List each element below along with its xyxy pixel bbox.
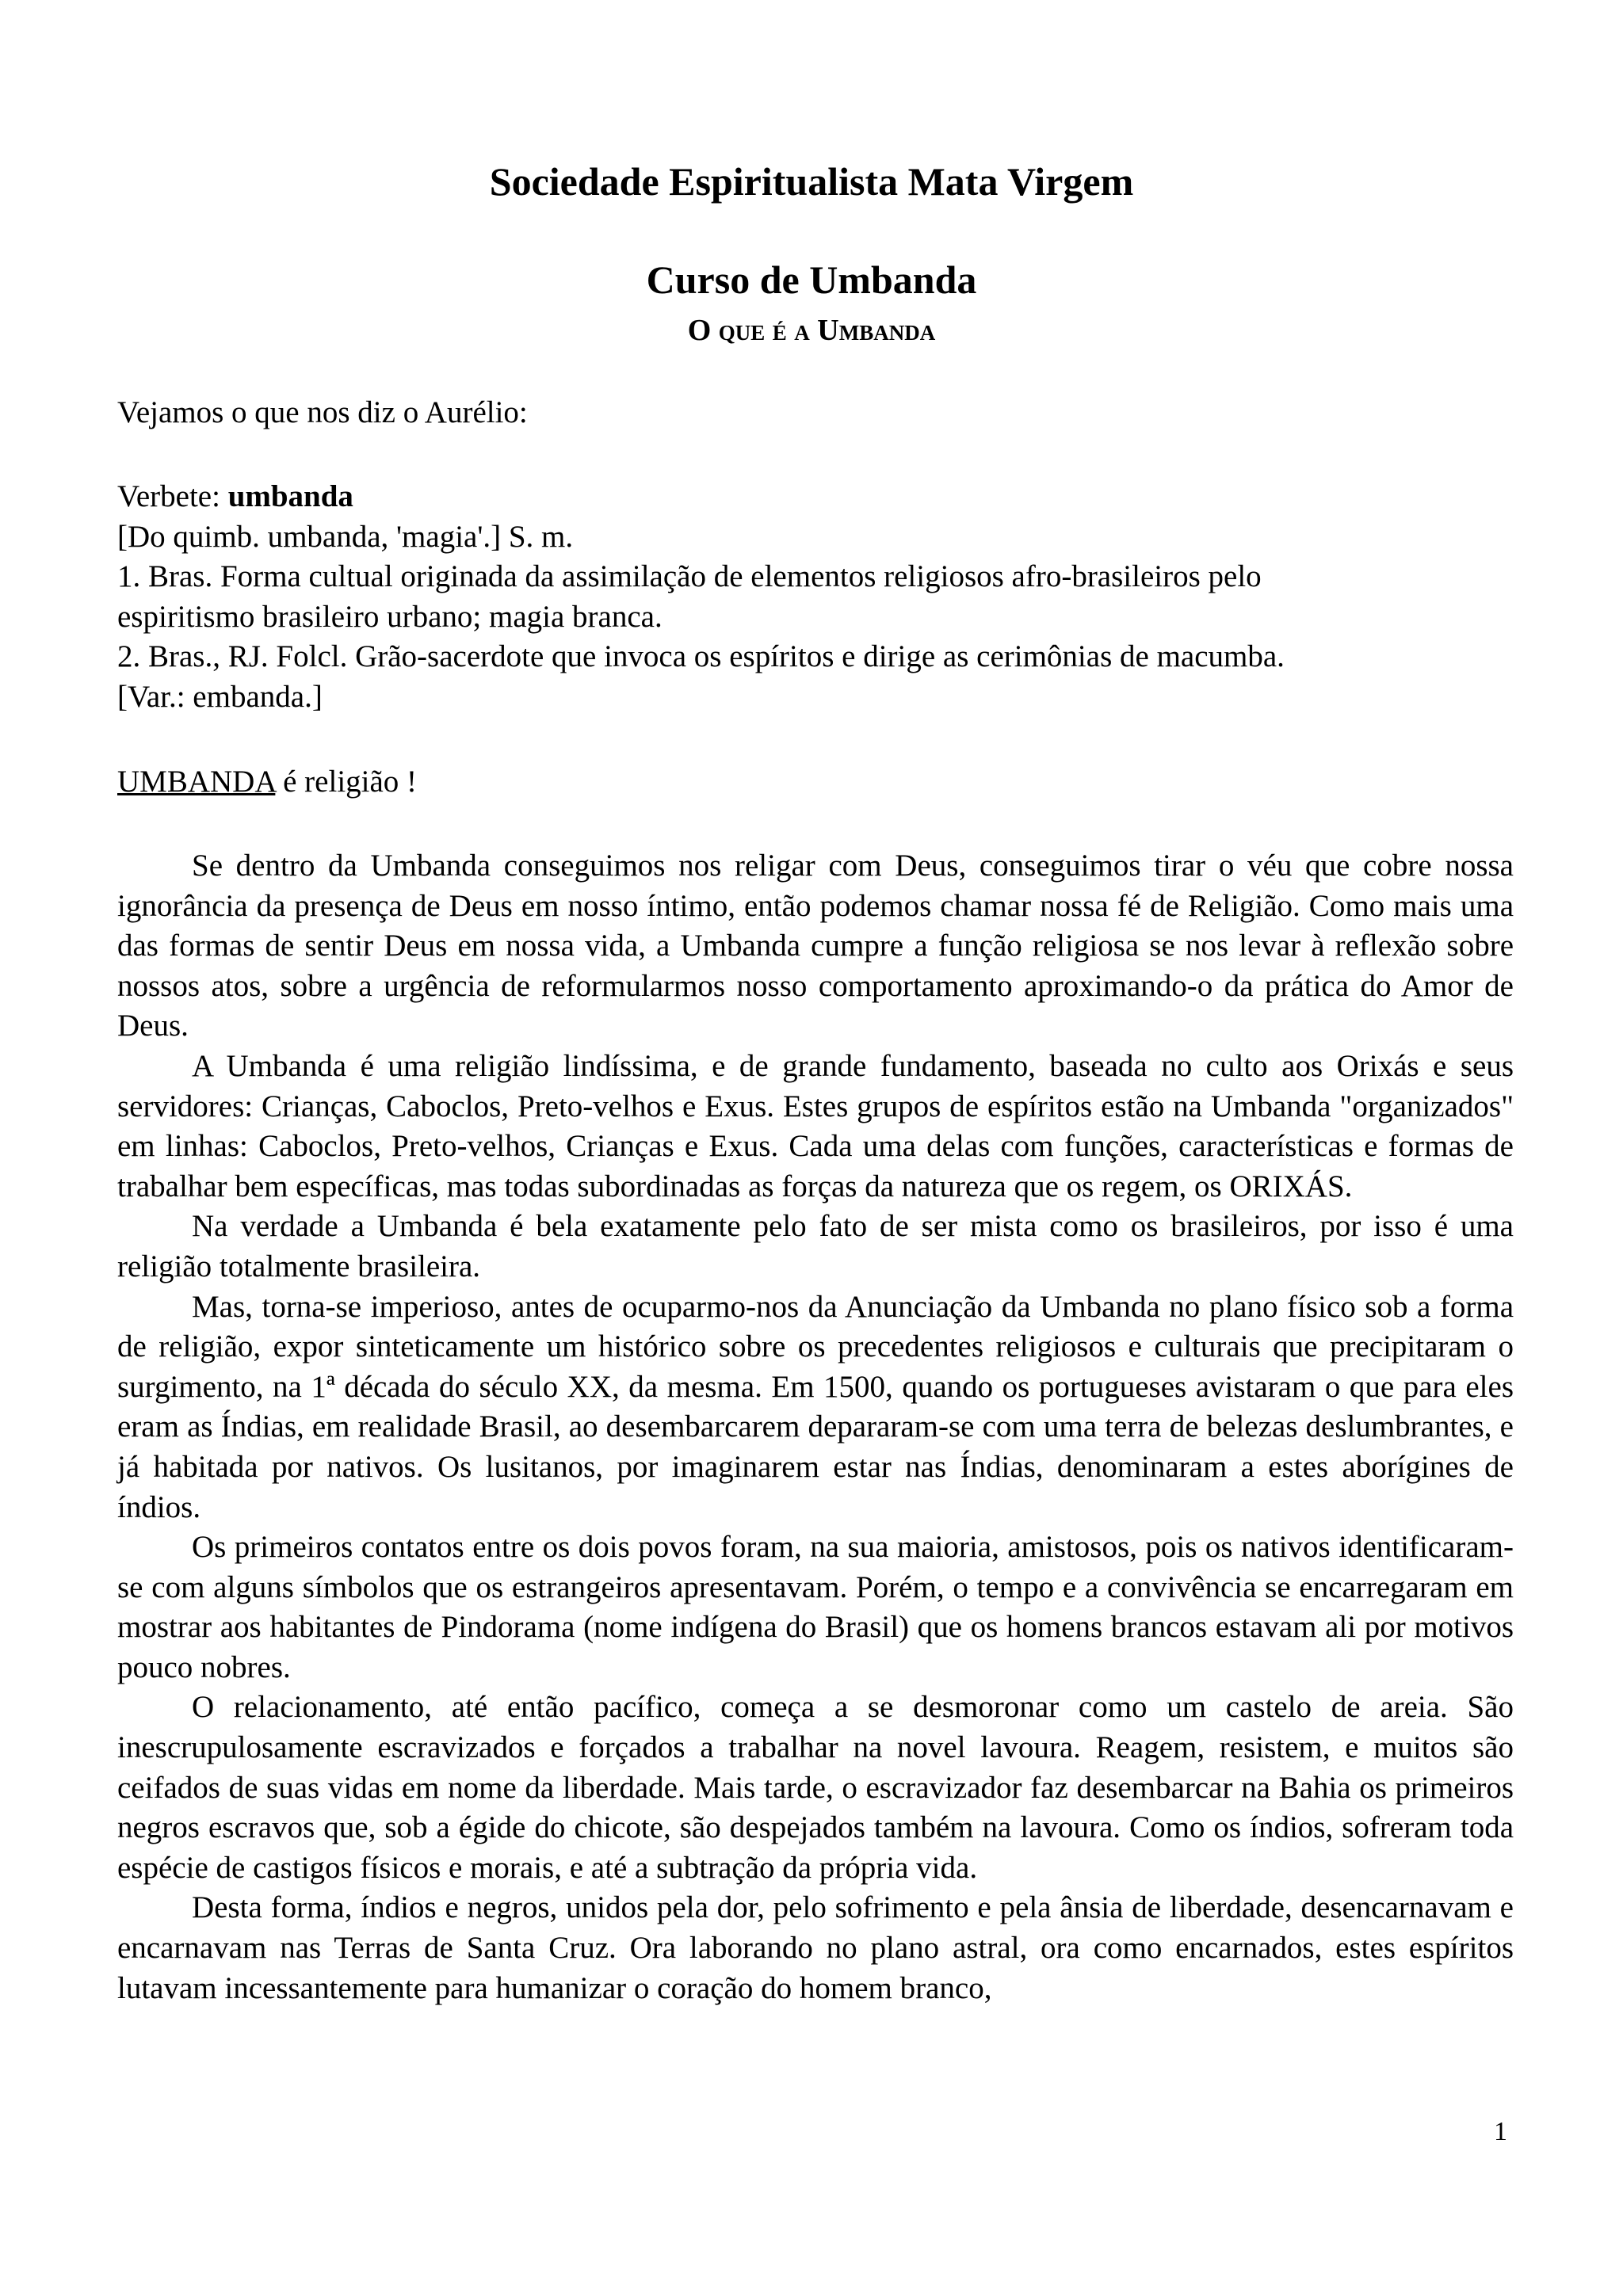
organization-title: Sociedade Espiritualista Mata Virgem (489, 159, 1134, 204)
paragraph: Mas, torna-se imperioso, antes de ocuparmo-nos da Anunciação da Umbanda no plano físico sob a forma de religião, expor sinteticamente um histórico sobre os precedentes religiosos e culturais que precipitaram o surgimento, na 1ª década do século XX, da mesma. Em 1500, quando os portugueses avistaram o que para eles eram as Índias, em realidade Brasil, ao desembarcarem depararam-se com uma terra de belezas deslumbrantes, e já habitada por nativos. Os lusitanos, por imaginarem estar nas Índias, denominaram a estes aborígines de índios. (117, 1289, 1514, 1524)
paragraph: Na verdade a Umbanda é bela exatamente pelo fato de ser mista como os brasileiros, por isso é uma religião totalmente brasileira. (117, 1209, 1514, 1283)
page-number: 1 (1494, 2117, 1507, 2146)
body-paragraphs (117, 846, 1514, 2008)
entry-term: umbanda (227, 479, 353, 513)
statement-line (117, 762, 1514, 803)
intro-line: Vejamos o que nos diz o Aurélio: (117, 395, 528, 429)
paragraph: Os primeiros contatos entre os dois povos foram, na sua maioria, amistosos, pois os nativos identificaram-se com alguns símbolos que os estrangeiros apresentavam. Porém, o tempo e a convivência se encarregaram em mostrar aos habitantes de Pindorama (nome indígena do Brasil) que os homens brancos estavam ali por motivos pouco nobres. (117, 1530, 1514, 1684)
dictionary-entry (117, 477, 1514, 718)
section-title: O que é a Umbanda (687, 314, 936, 347)
course-title: Curso de Umbanda (646, 257, 977, 302)
entry-etymology: [Do quimb. umbanda, 'magia'.] S. m. (117, 519, 574, 554)
entry-heading (117, 477, 1514, 517)
entry-definition-1-line-2: espiritismo brasileiro urbano; magia branca. (117, 599, 663, 634)
paragraph: A Umbanda é uma religião lindíssima, e de grande fundamento, baseada no culto aos Orixás e seus servidores: Crianças, Caboclos, Preto-velhos e Exus. Estes grupos de espíritos estão na Umbanda "organizados" em linhas: Caboclos, Preto-velhos, Crianças e Exus. Cada uma delas com funções, características e formas de trabalhar bem específicas, mas todas subordinadas as forças da natureza que os regem, os ORIXÁS. (117, 1048, 1514, 1203)
paragraph: Desta forma, índios e negros, unidos pela dor, pelo sofrimento e pela ânsia de liberdade, desencarnavam e encarnavam nas Terras de Santa Cruz. Ora laborando no plano astral, ora como encarnados, estes espíritos lutavam incessantemente para humanizar o coração do homem branco, (117, 1890, 1514, 2005)
statement-rest: é religião ! (275, 765, 418, 799)
intro-text (117, 393, 1514, 433)
paragraph: O relacionamento, até então pacífico, começa a se desmoronar como um castelo de areia. São inescrupulosamente escravizados e forçados a trabalhar na novel lavoura. Reagem, resistem, e muitos são ceifados de suas vidas em nome da liberdade. Mais tarde, o escravizador faz desembarcar na Bahia os primeiros negros escravos que, sob a égide do chicote, são despejados também na lavoura. Como os índios, sofreram toda espécie de castigos físicos e morais, e até a subtração da própria vida. (117, 1690, 1514, 1885)
paragraph: Se dentro da Umbanda conseguimos nos religar com Deus, conseguimos tirar o véu que cobre nossa ignorância da presença de Deus em nosso íntimo, então podemos chamar nossa fé de Religião. Como mais uma das formas de sentir Deus em nossa vida, a Umbanda cumpre a função religiosa se nos levar à reflexão sobre nossos atos, sobre a urgência de reformularmos nosso comportamento aproximando-o da prática do Amor de Deus. (117, 849, 1514, 1043)
religion-statement (117, 762, 1514, 803)
statement-keyword: UMBANDA (117, 765, 276, 799)
entry-variant: [Var.: embanda.] (117, 679, 323, 714)
entry-label: Verbete: (117, 479, 228, 513)
entry-definition-1-line-1: 1. Bras. Forma cultual originada da assimilação de elementos religiosos afro-brasileiros pelo (117, 559, 1262, 594)
entry-definition-2: 2. Bras., RJ. Folcl. Grão-sacerdote que invoca os espíritos e dirige as cerimônias de macumba. (117, 639, 1285, 674)
